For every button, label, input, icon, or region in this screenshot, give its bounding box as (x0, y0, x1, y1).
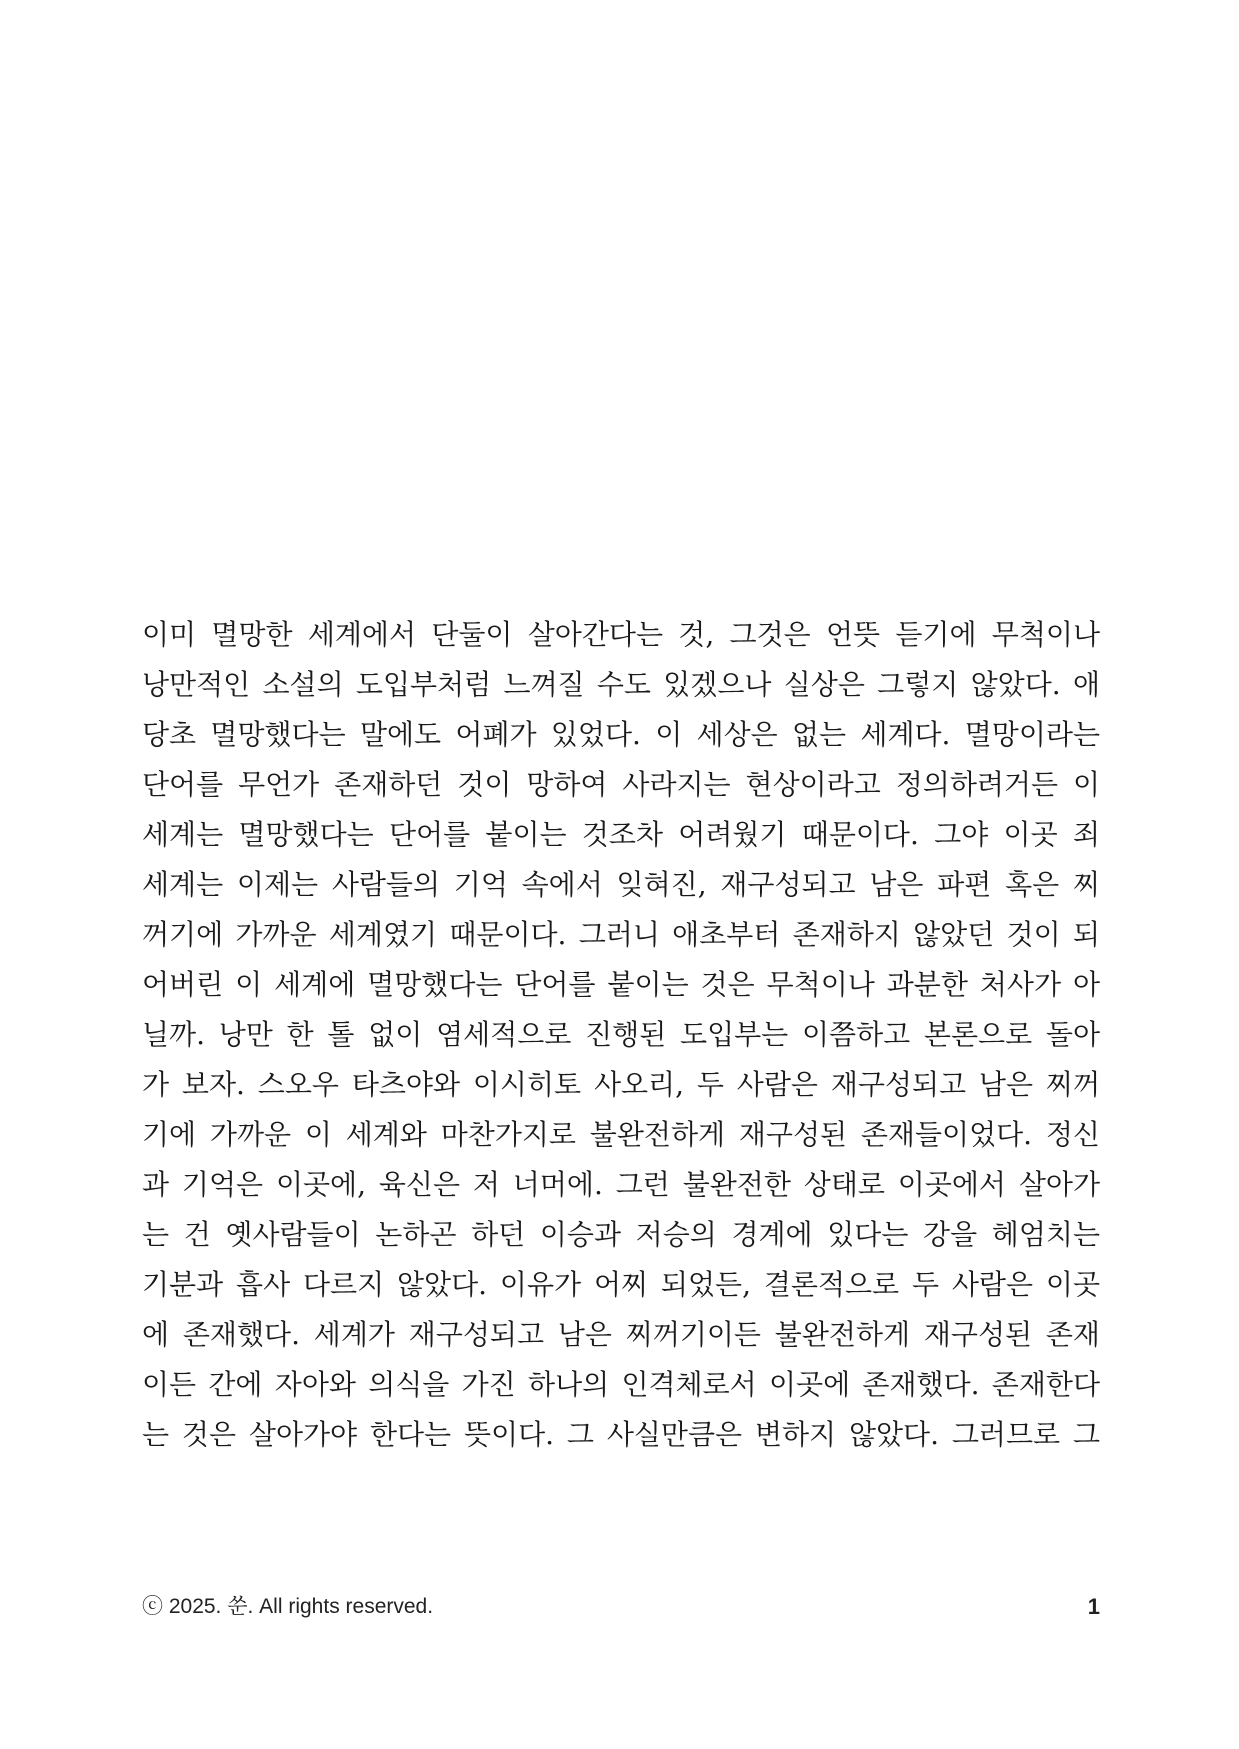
text-line: 는 것은 살아가야 한다는 뜻이다. 그 사실만큼은 변하지 않았다. 그러므로 그 (142, 1418, 1100, 1451)
copyright-notice: ⓒ 2025. 쑨. All rights reserved. (142, 1595, 434, 1618)
text-line: 기분과 흡사 다르지 않았다. 이유가 어찌 되었든, 결론적으로 두 사람은 이곳 (142, 1268, 1100, 1301)
text-line: 가 보자. 스오우 타츠야와 이시히토 사오리, 두 사람은 재구성되고 남은 찌꺼 (142, 1068, 1100, 1101)
page-number: 1 (1087, 1594, 1100, 1619)
text-line: 꺼기에 가까운 세계였기 때문이다. 그러니 애초부터 존재하지 않았던 것이 되 (142, 918, 1100, 951)
text-line: 이든 간에 자아와 의식을 가진 하나의 인격체로서 이곳에 존재했다. 존재한다 (142, 1368, 1100, 1401)
text-line: 세계는 이제는 사람들의 기억 속에서 잊혀진, 재구성되고 남은 파편 혹은 찌 (142, 868, 1100, 901)
text-line: 에 존재했다. 세계가 재구성되고 남은 찌꺼기이든 불완전하게 재구성된 존재 (142, 1318, 1100, 1351)
body-text (142, 610, 1100, 1460)
text-line: 는 건 옛사람들이 논하곤 하던 이승과 저승의 경계에 있다는 강을 헤엄치는 (142, 1218, 1100, 1251)
text-line: 닐까. 낭만 한 톨 없이 염세적으로 진행된 도입부는 이쯤하고 본론으로 돌아 (142, 1018, 1100, 1051)
text-line: 낭만적인 소설의 도입부처럼 느껴질 수도 있겠으나 실상은 그렇지 않았다. 애 (142, 668, 1100, 701)
page-footer (142, 1590, 1100, 1624)
text-line: 단어를 무언가 존재하던 것이 망하여 사라지는 현상이라고 정의하려거든 이 (142, 768, 1100, 801)
text-line: 세계는 멸망했다는 단어를 붙이는 것조차 어려웠기 때문이다. 그야 이곳 죄 (142, 818, 1100, 851)
text-line: 어버린 이 세계에 멸망했다는 단어를 붙이는 것은 무척이나 과분한 처사가 아 (142, 968, 1100, 1001)
text-line: 이미 멸망한 세계에서 단둘이 살아간다는 것, 그것은 언뜻 듣기에 무척이나 (142, 618, 1100, 651)
text-line: 기에 가까운 이 세계와 마찬가지로 불완전하게 재구성된 존재들이었다. 정신 (142, 1118, 1100, 1151)
text-line: 당초 멸망했다는 말에도 어폐가 있었다. 이 세상은 없는 세계다. 멸망이라는 (142, 718, 1100, 751)
text-line: 과 기억은 이곳에, 육신은 저 너머에. 그런 불완전한 상태로 이곳에서 살아가 (142, 1168, 1100, 1201)
